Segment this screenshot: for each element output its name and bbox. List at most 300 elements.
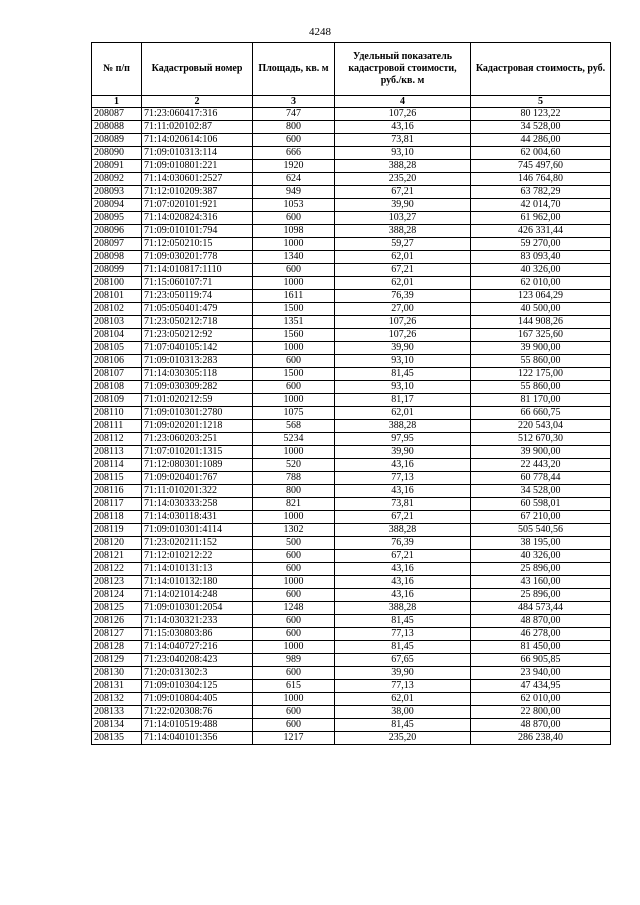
specific-value-cell: 67,21	[335, 186, 471, 199]
header-specific-value: Удельный показатель кадастровой стоимости, руб./кв. м	[335, 43, 471, 96]
cadastral-number-cell: 71:14:010817:1110	[142, 264, 253, 277]
cadastral-value-cell: 63 782,29	[471, 186, 611, 199]
area-cell: 600	[253, 381, 335, 394]
area-cell: 600	[253, 550, 335, 563]
table-row	[92, 342, 611, 355]
specific-value-cell: 81,45	[335, 368, 471, 381]
cadastral-value-cell: 48 870,00	[471, 615, 611, 628]
area-cell: 1000	[253, 693, 335, 706]
row-number-cell: 208087	[92, 108, 142, 121]
cadastral-value-cell: 39 900,00	[471, 342, 611, 355]
table-row	[92, 303, 611, 316]
cadastral-number-cell: 71:11:020102:87	[142, 121, 253, 134]
cadastral-value-cell: 22 800,00	[471, 706, 611, 719]
cadastral-number-cell: 71:09:010804:405	[142, 693, 253, 706]
specific-value-cell: 388,28	[335, 160, 471, 173]
table-row	[92, 615, 611, 628]
table-row	[92, 667, 611, 680]
cadastral-value-cell: 40 326,00	[471, 550, 611, 563]
row-number-cell: 208093	[92, 186, 142, 199]
table-row	[92, 433, 611, 446]
cadastral-value-cell: 146 764,80	[471, 173, 611, 186]
cadastral-number-cell: 71:09:030201:778	[142, 251, 253, 264]
header-cadastral-value: Кадастровая стоимость, руб.	[471, 43, 611, 96]
column-number: 1	[92, 96, 142, 108]
specific-value-cell: 81,45	[335, 641, 471, 654]
table-row	[92, 693, 611, 706]
cadastral-number-cell: 71:09:030309:282	[142, 381, 253, 394]
area-cell: 600	[253, 589, 335, 602]
area-cell: 1053	[253, 199, 335, 212]
area-cell: 600	[253, 628, 335, 641]
cadastral-value-cell: 23 940,00	[471, 667, 611, 680]
cadastral-value-cell: 43 160,00	[471, 576, 611, 589]
specific-value-cell: 97,95	[335, 433, 471, 446]
row-number-cell: 208095	[92, 212, 142, 225]
table-row	[92, 641, 611, 654]
area-cell: 1000	[253, 511, 335, 524]
area-cell: 615	[253, 680, 335, 693]
area-cell: 989	[253, 654, 335, 667]
table-row	[92, 368, 611, 381]
row-number-cell: 208117	[92, 498, 142, 511]
specific-value-cell: 43,16	[335, 485, 471, 498]
area-cell: 600	[253, 355, 335, 368]
row-number-cell: 208104	[92, 329, 142, 342]
specific-value-cell: 77,13	[335, 628, 471, 641]
cadastral-number-cell: 71:07:020101:921	[142, 199, 253, 212]
area-cell: 600	[253, 134, 335, 147]
row-number-cell: 208107	[92, 368, 142, 381]
table-row	[92, 238, 611, 251]
table-row	[92, 680, 611, 693]
cadastral-value-cell: 67 210,00	[471, 511, 611, 524]
row-number-cell: 208124	[92, 589, 142, 602]
area-cell: 600	[253, 212, 335, 225]
cadastral-number-cell: 71:23:020211:152	[142, 537, 253, 550]
row-number-cell: 208121	[92, 550, 142, 563]
header-area: Площадь, кв. м	[253, 43, 335, 96]
specific-value-cell: 107,26	[335, 329, 471, 342]
row-number-cell: 208089	[92, 134, 142, 147]
specific-value-cell: 81,45	[335, 719, 471, 732]
cadastral-value-cell: 39 900,00	[471, 446, 611, 459]
cadastral-value-cell: 83 093,40	[471, 251, 611, 264]
area-cell: 1098	[253, 225, 335, 238]
cadastral-value-cell: 61 962,00	[471, 212, 611, 225]
table-row	[92, 134, 611, 147]
area-cell: 1000	[253, 277, 335, 290]
cadastral-value-cell: 745 497,60	[471, 160, 611, 173]
specific-value-cell: 67,21	[335, 511, 471, 524]
cadastral-number-cell: 71:20:031302:3	[142, 667, 253, 680]
specific-value-cell: 62,01	[335, 251, 471, 264]
area-cell: 600	[253, 264, 335, 277]
specific-value-cell: 43,16	[335, 121, 471, 134]
table-row	[92, 147, 611, 160]
specific-value-cell: 43,16	[335, 589, 471, 602]
column-number-row	[92, 96, 611, 108]
cadastral-value-cell: 484 573,44	[471, 602, 611, 615]
cadastral-value-cell: 34 528,00	[471, 485, 611, 498]
table-row	[92, 173, 611, 186]
cadastral-number-cell: 71:23:050119:74	[142, 290, 253, 303]
specific-value-cell: 107,26	[335, 108, 471, 121]
cadastral-number-cell: 71:23:040208:423	[142, 654, 253, 667]
row-number-cell: 208097	[92, 238, 142, 251]
cadastral-number-cell: 71:09:010313:114	[142, 147, 253, 160]
cadastral-number-cell: 71:14:021014:248	[142, 589, 253, 602]
cadastral-value-cell: 55 860,00	[471, 355, 611, 368]
cadastral-number-cell: 71:14:030321:233	[142, 615, 253, 628]
cadastral-number-cell: 71:09:010801:221	[142, 160, 253, 173]
row-number-cell: 208118	[92, 511, 142, 524]
cadastral-number-cell: 71:09:010301:2780	[142, 407, 253, 420]
cadastral-number-cell: 71:14:020614:106	[142, 134, 253, 147]
cadastral-number-cell: 71:23:060203:251	[142, 433, 253, 446]
specific-value-cell: 73,81	[335, 498, 471, 511]
table-row	[92, 290, 611, 303]
cadastral-number-cell: 71:11:010201:322	[142, 485, 253, 498]
table-row	[92, 459, 611, 472]
specific-value-cell: 93,10	[335, 355, 471, 368]
area-cell: 1000	[253, 342, 335, 355]
row-number-cell: 208119	[92, 524, 142, 537]
cadastral-value-cell: 47 434,95	[471, 680, 611, 693]
row-number-cell: 208091	[92, 160, 142, 173]
specific-value-cell: 103,27	[335, 212, 471, 225]
specific-value-cell: 81,17	[335, 394, 471, 407]
table-row	[92, 719, 611, 732]
row-number-cell: 208135	[92, 732, 142, 745]
area-cell: 1340	[253, 251, 335, 264]
area-cell: 800	[253, 121, 335, 134]
table-row	[92, 108, 611, 121]
area-cell: 624	[253, 173, 335, 186]
area-cell: 666	[253, 147, 335, 160]
cadastral-value-cell: 40 500,00	[471, 303, 611, 316]
cadastral-number-cell: 71:14:020824:316	[142, 212, 253, 225]
row-number-cell: 208125	[92, 602, 142, 615]
cadastral-number-cell: 71:07:010201:1315	[142, 446, 253, 459]
row-number-cell: 208099	[92, 264, 142, 277]
row-number-cell: 208122	[92, 563, 142, 576]
cadastral-number-cell: 71:23:050212:718	[142, 316, 253, 329]
area-cell: 1500	[253, 368, 335, 381]
area-cell: 1302	[253, 524, 335, 537]
cadastral-value-cell: 426 331,44	[471, 225, 611, 238]
cadastral-number-cell: 71:07:040105:142	[142, 342, 253, 355]
table-row	[92, 589, 611, 602]
area-cell: 800	[253, 485, 335, 498]
table-body	[92, 108, 611, 745]
table-row	[92, 407, 611, 420]
row-number-cell: 208088	[92, 121, 142, 134]
row-number-cell: 208105	[92, 342, 142, 355]
area-cell: 1000	[253, 238, 335, 251]
cadastral-value-cell: 44 286,00	[471, 134, 611, 147]
cadastral-number-cell: 71:01:020212:59	[142, 394, 253, 407]
cadastral-number-cell: 71:23:050212:92	[142, 329, 253, 342]
cadastral-value-cell: 25 896,00	[471, 563, 611, 576]
cadastral-number-cell: 71:09:020401:767	[142, 472, 253, 485]
row-number-cell: 208127	[92, 628, 142, 641]
cadastral-value-cell: 40 326,00	[471, 264, 611, 277]
row-number-cell: 208132	[92, 693, 142, 706]
cadastral-number-cell: 71:05:050401:479	[142, 303, 253, 316]
cadastral-number-cell: 71:14:030118:431	[142, 511, 253, 524]
table-row	[92, 251, 611, 264]
specific-value-cell: 81,45	[335, 615, 471, 628]
row-number-cell: 208108	[92, 381, 142, 394]
table-row	[92, 524, 611, 537]
area-cell: 788	[253, 472, 335, 485]
table-row	[92, 394, 611, 407]
area-cell: 600	[253, 706, 335, 719]
cadastral-number-cell: 71:12:050210:15	[142, 238, 253, 251]
row-number-cell: 208092	[92, 173, 142, 186]
table-row	[92, 654, 611, 667]
specific-value-cell: 27,00	[335, 303, 471, 316]
area-cell: 1560	[253, 329, 335, 342]
row-number-cell: 208112	[92, 433, 142, 446]
row-number-cell: 208134	[92, 719, 142, 732]
specific-value-cell: 388,28	[335, 420, 471, 433]
table-row	[92, 498, 611, 511]
table-row	[92, 329, 611, 342]
specific-value-cell: 67,21	[335, 550, 471, 563]
row-number-cell: 208126	[92, 615, 142, 628]
table-header-row	[92, 43, 611, 96]
column-number: 4	[335, 96, 471, 108]
specific-value-cell: 62,01	[335, 277, 471, 290]
area-cell: 1000	[253, 641, 335, 654]
area-cell: 600	[253, 719, 335, 732]
table-row	[92, 511, 611, 524]
area-cell: 1611	[253, 290, 335, 303]
table-row	[92, 420, 611, 433]
cadastral-value-cell: 62 010,00	[471, 693, 611, 706]
area-cell: 821	[253, 498, 335, 511]
specific-value-cell: 38,00	[335, 706, 471, 719]
specific-value-cell: 77,13	[335, 680, 471, 693]
row-number-cell: 208103	[92, 316, 142, 329]
table-row	[92, 576, 611, 589]
cadastral-number-cell: 71:15:060107:71	[142, 277, 253, 290]
specific-value-cell: 235,20	[335, 173, 471, 186]
specific-value-cell: 76,39	[335, 290, 471, 303]
specific-value-cell: 73,81	[335, 134, 471, 147]
specific-value-cell: 67,65	[335, 654, 471, 667]
cadastral-value-cell: 505 540,56	[471, 524, 611, 537]
area-cell: 500	[253, 537, 335, 550]
area-cell: 1075	[253, 407, 335, 420]
area-cell: 520	[253, 459, 335, 472]
row-number-cell: 208113	[92, 446, 142, 459]
table-row	[92, 186, 611, 199]
area-cell: 1000	[253, 394, 335, 407]
specific-value-cell: 76,39	[335, 537, 471, 550]
cadastral-value-cell: 512 670,30	[471, 433, 611, 446]
table-row	[92, 472, 611, 485]
cadastral-value-cell: 60 778,44	[471, 472, 611, 485]
row-number-cell: 208128	[92, 641, 142, 654]
cadastral-number-cell: 71:09:010301:2054	[142, 602, 253, 615]
row-number-cell: 208129	[92, 654, 142, 667]
row-number-cell: 208106	[92, 355, 142, 368]
cadastral-number-cell: 71:22:020308:76	[142, 706, 253, 719]
column-number: 3	[253, 96, 335, 108]
table-row	[92, 537, 611, 550]
cadastral-number-cell: 71:14:030601:2527	[142, 173, 253, 186]
cadastral-value-cell: 62 010,00	[471, 277, 611, 290]
table-row	[92, 732, 611, 745]
area-cell: 949	[253, 186, 335, 199]
cadastral-value-table	[91, 42, 611, 745]
row-number-cell: 208109	[92, 394, 142, 407]
cadastral-value-cell: 46 278,00	[471, 628, 611, 641]
cadastral-number-cell: 71:14:010132:180	[142, 576, 253, 589]
cadastral-value-cell: 62 004,60	[471, 147, 611, 160]
row-number-cell: 208094	[92, 199, 142, 212]
cadastral-value-cell: 80 123,22	[471, 108, 611, 121]
row-number-cell: 208096	[92, 225, 142, 238]
specific-value-cell: 77,13	[335, 472, 471, 485]
row-number-cell: 208130	[92, 667, 142, 680]
row-number-cell: 208133	[92, 706, 142, 719]
cadastral-value-cell: 60 598,01	[471, 498, 611, 511]
table-row	[92, 550, 611, 563]
specific-value-cell: 62,01	[335, 407, 471, 420]
cadastral-number-cell: 71:14:030333:258	[142, 498, 253, 511]
row-number-cell: 208090	[92, 147, 142, 160]
specific-value-cell: 93,10	[335, 147, 471, 160]
row-number-cell: 208116	[92, 485, 142, 498]
table-row	[92, 121, 611, 134]
row-number-cell: 208111	[92, 420, 142, 433]
specific-value-cell: 388,28	[335, 602, 471, 615]
row-number-cell: 208123	[92, 576, 142, 589]
cadastral-value-cell: 55 860,00	[471, 381, 611, 394]
table-row	[92, 355, 611, 368]
specific-value-cell: 43,16	[335, 563, 471, 576]
cadastral-value-cell: 220 543,04	[471, 420, 611, 433]
specific-value-cell: 39,90	[335, 446, 471, 459]
area-cell: 600	[253, 615, 335, 628]
specific-value-cell: 388,28	[335, 225, 471, 238]
specific-value-cell: 39,90	[335, 667, 471, 680]
table-row	[92, 706, 611, 719]
area-cell: 600	[253, 563, 335, 576]
specific-value-cell: 43,16	[335, 459, 471, 472]
row-number-cell: 208100	[92, 277, 142, 290]
table-row	[92, 563, 611, 576]
cadastral-number-cell: 71:09:010313:283	[142, 355, 253, 368]
cadastral-number-cell: 71:14:040101:356	[142, 732, 253, 745]
row-number-cell: 208110	[92, 407, 142, 420]
specific-value-cell: 235,20	[335, 732, 471, 745]
cadastral-value-cell: 123 064,29	[471, 290, 611, 303]
row-number-cell: 208120	[92, 537, 142, 550]
area-cell: 1248	[253, 602, 335, 615]
column-number: 2	[142, 96, 253, 108]
area-cell: 1351	[253, 316, 335, 329]
specific-value-cell: 43,16	[335, 576, 471, 589]
row-number-cell: 208114	[92, 459, 142, 472]
row-number-cell: 208098	[92, 251, 142, 264]
cadastral-number-cell: 71:14:030305:118	[142, 368, 253, 381]
header-row-number: № п/п	[92, 43, 142, 96]
area-cell: 568	[253, 420, 335, 433]
table-row	[92, 264, 611, 277]
cadastral-value-cell: 144 908,26	[471, 316, 611, 329]
cadastral-value-cell: 81 170,00	[471, 394, 611, 407]
cadastral-value-cell: 25 896,00	[471, 589, 611, 602]
specific-value-cell: 59,27	[335, 238, 471, 251]
cadastral-value-cell: 59 270,00	[471, 238, 611, 251]
table-row	[92, 225, 611, 238]
specific-value-cell: 388,28	[335, 524, 471, 537]
cadastral-number-cell: 71:23:060417:316	[142, 108, 253, 121]
area-cell: 600	[253, 667, 335, 680]
cadastral-number-cell: 71:09:010304:125	[142, 680, 253, 693]
row-number-cell: 208115	[92, 472, 142, 485]
cadastral-value-cell: 66 660,75	[471, 407, 611, 420]
row-number-cell: 208102	[92, 303, 142, 316]
table-row	[92, 381, 611, 394]
cadastral-value-cell: 167 325,60	[471, 329, 611, 342]
table-row	[92, 446, 611, 459]
table-row	[92, 602, 611, 615]
cadastral-number-cell: 71:12:080301:1089	[142, 459, 253, 472]
cadastral-value-cell: 38 195,00	[471, 537, 611, 550]
table-row	[92, 212, 611, 225]
table-row	[92, 485, 611, 498]
cadastral-value-cell: 66 905,85	[471, 654, 611, 667]
area-cell: 1000	[253, 576, 335, 589]
area-cell: 1217	[253, 732, 335, 745]
cadastral-value-cell: 81 450,00	[471, 641, 611, 654]
specific-value-cell: 62,01	[335, 693, 471, 706]
table-row	[92, 277, 611, 290]
specific-value-cell: 107,26	[335, 316, 471, 329]
cadastral-number-cell: 71:14:040727:216	[142, 641, 253, 654]
table-row	[92, 199, 611, 212]
cadastral-value-cell: 122 175,00	[471, 368, 611, 381]
specific-value-cell: 39,90	[335, 199, 471, 212]
table-row	[92, 160, 611, 173]
specific-value-cell: 93,10	[335, 381, 471, 394]
cadastral-number-cell: 71:15:030803:86	[142, 628, 253, 641]
cadastral-value-cell: 48 870,00	[471, 719, 611, 732]
cadastral-number-cell: 71:14:010131:13	[142, 563, 253, 576]
column-number: 5	[471, 96, 611, 108]
table-row	[92, 316, 611, 329]
area-cell: 1500	[253, 303, 335, 316]
area-cell: 1920	[253, 160, 335, 173]
area-cell: 747	[253, 108, 335, 121]
cadastral-number-cell: 71:09:010301:4114	[142, 524, 253, 537]
cadastral-number-cell: 71:09:020201:1218	[142, 420, 253, 433]
area-cell: 5234	[253, 433, 335, 446]
cadastral-number-cell: 71:12:010212:22	[142, 550, 253, 563]
specific-value-cell: 67,21	[335, 264, 471, 277]
area-cell: 1000	[253, 446, 335, 459]
row-number-cell: 208131	[92, 680, 142, 693]
cadastral-number-cell: 71:14:010519:488	[142, 719, 253, 732]
cadastral-value-cell: 22 443,20	[471, 459, 611, 472]
specific-value-cell: 39,90	[335, 342, 471, 355]
